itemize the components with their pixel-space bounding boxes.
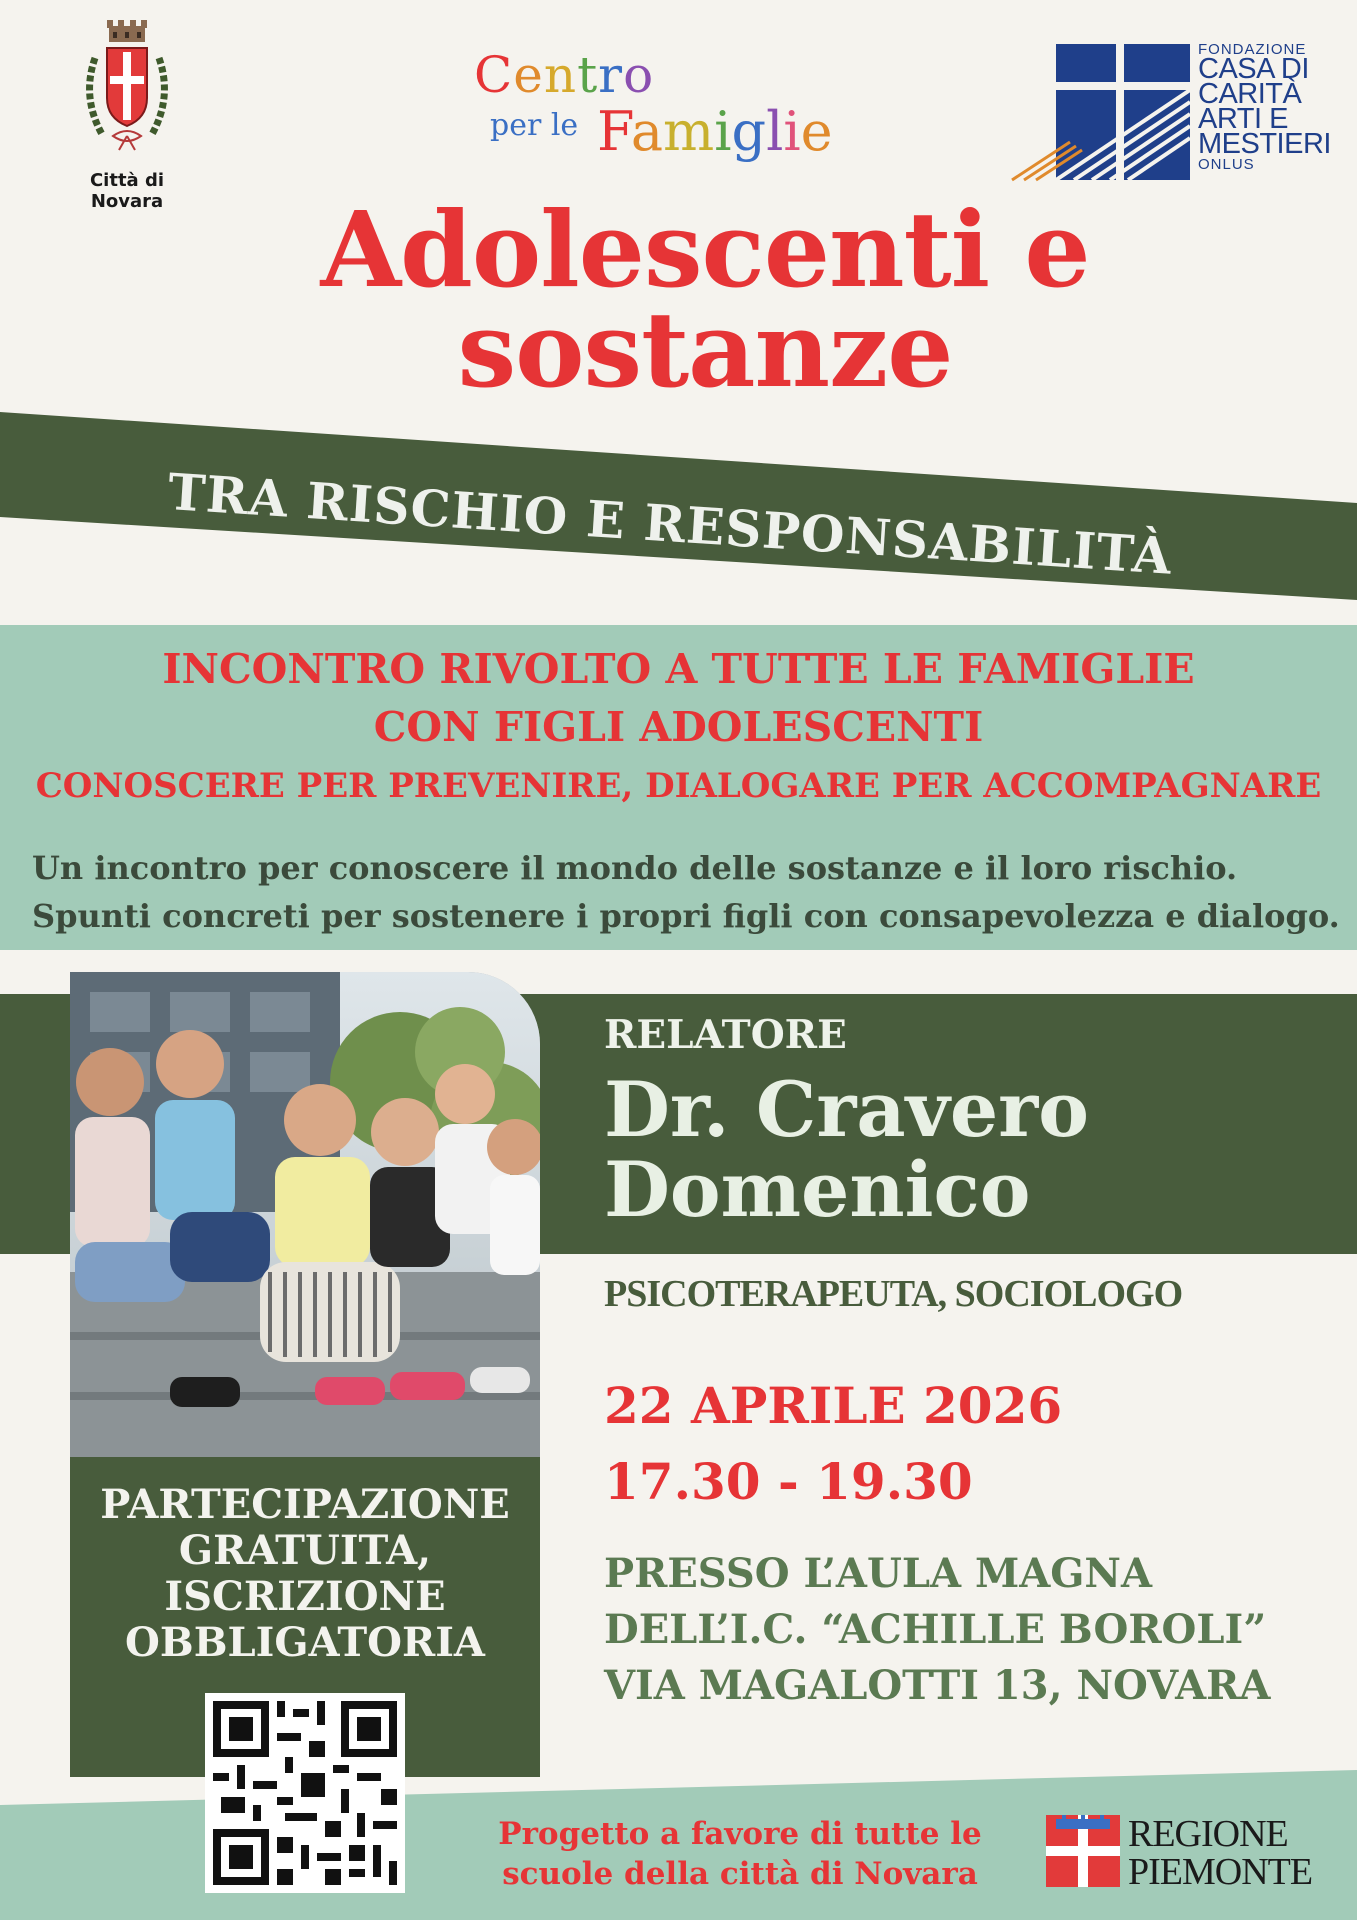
event-time: 17.30 - 19.30 xyxy=(604,1452,973,1511)
speaker-name-line-2: Domenico xyxy=(604,1145,1031,1234)
registration-text xyxy=(70,1482,540,1666)
regione-piemonte-logo xyxy=(1046,1813,1313,1895)
casa-small-bottom: ONLUS xyxy=(1198,156,1255,173)
coat-of-arms-icon xyxy=(77,18,177,168)
centro-famiglie-logo xyxy=(470,46,860,166)
novara-logo xyxy=(52,18,202,212)
event-place xyxy=(604,1546,1270,1714)
footer-line-1: Progetto a favore di tutte le xyxy=(498,1816,982,1852)
speaker-name-line-1: Dr. Cravero xyxy=(604,1065,1089,1154)
registration-line-4: OBBLIGATORIA xyxy=(125,1619,485,1666)
event-place-3: VIA MAGALOTTI 13, NOVARA xyxy=(604,1662,1271,1709)
regione-line-2: PIEMONTE xyxy=(1128,1851,1313,1893)
speaker-name xyxy=(604,1065,1089,1234)
registration-line-3: ISCRIZIONE xyxy=(164,1573,446,1620)
casa-line-3: ARTI E xyxy=(1198,103,1288,135)
famiglie-word: Famiglie xyxy=(597,100,833,163)
casa-line-2: CARITÀ xyxy=(1198,78,1302,110)
event-date: 22 APRILE 2026 xyxy=(604,1376,1063,1435)
title-line-2: sostanze xyxy=(457,288,953,411)
casa-carita-words xyxy=(1198,42,1338,172)
registration-line-2: GRATUITA, xyxy=(178,1527,432,1574)
casa-line-4: MESTIERI xyxy=(1198,128,1331,160)
intro-desc-1: Un incontro per conoscere il mondo delle sostanze e il loro rischio. xyxy=(32,849,1238,887)
regione-line-1: REGIONE xyxy=(1128,1813,1288,1855)
novara-caption: Città di Novara xyxy=(89,170,165,212)
casa-small-top: FONDAZIONE xyxy=(1198,41,1307,58)
teens-photo-illustration xyxy=(70,972,540,1457)
casa-line-1: CASA DI xyxy=(1198,53,1309,85)
intro-line-2: CON FIGLI ADOLESCENTI xyxy=(373,703,984,751)
qr-code-icon xyxy=(205,1693,405,1893)
piemonte-flag-icon xyxy=(1046,1815,1120,1887)
teens-photo xyxy=(70,972,540,1457)
footer-project-text xyxy=(470,1814,1010,1894)
casa-carita-emblem-icon xyxy=(1010,42,1195,182)
registration-qr-code[interactable] xyxy=(205,1693,405,1893)
intro-heading xyxy=(0,640,1357,756)
speaker-label: RELATORE xyxy=(604,1012,847,1058)
intro-desc-2: Spunti concreti per sostenere i propri figli con consapevolezza e dialogo. xyxy=(32,897,1340,935)
intro-motto: CONOSCERE PER PREVENIRE, DIALOGARE PER ACCOMPAGNARE xyxy=(35,766,1322,806)
event-place-2: DELL’I.C. “ACHILLE BOROLI” xyxy=(604,1606,1267,1653)
per-le-words: per le xyxy=(490,108,579,143)
centro-word: Centro xyxy=(474,46,655,104)
event-datetime xyxy=(604,1368,1062,1520)
event-place-1: PRESSO L’AULA MAGNA xyxy=(604,1550,1153,1597)
casa-carita-logo xyxy=(1010,42,1330,182)
subtitle: TRA RISCHIO E RESPONSABILITÀ xyxy=(166,462,1174,586)
footer-line-2: scuole della città di Novara xyxy=(502,1856,978,1892)
regione-name xyxy=(1128,1815,1312,1891)
title-line-1: Adolescenti e xyxy=(320,188,1090,311)
speaker-role: PSICOTERAPEUTA, SOCIOLOGO xyxy=(604,1273,1183,1315)
registration-line-1: PARTECIPAZIONE xyxy=(100,1481,510,1528)
intro-description xyxy=(32,844,1340,940)
intro-line-1: INCONTRO RIVOLTO A TUTTE LE FAMIGLIE xyxy=(162,645,1195,693)
